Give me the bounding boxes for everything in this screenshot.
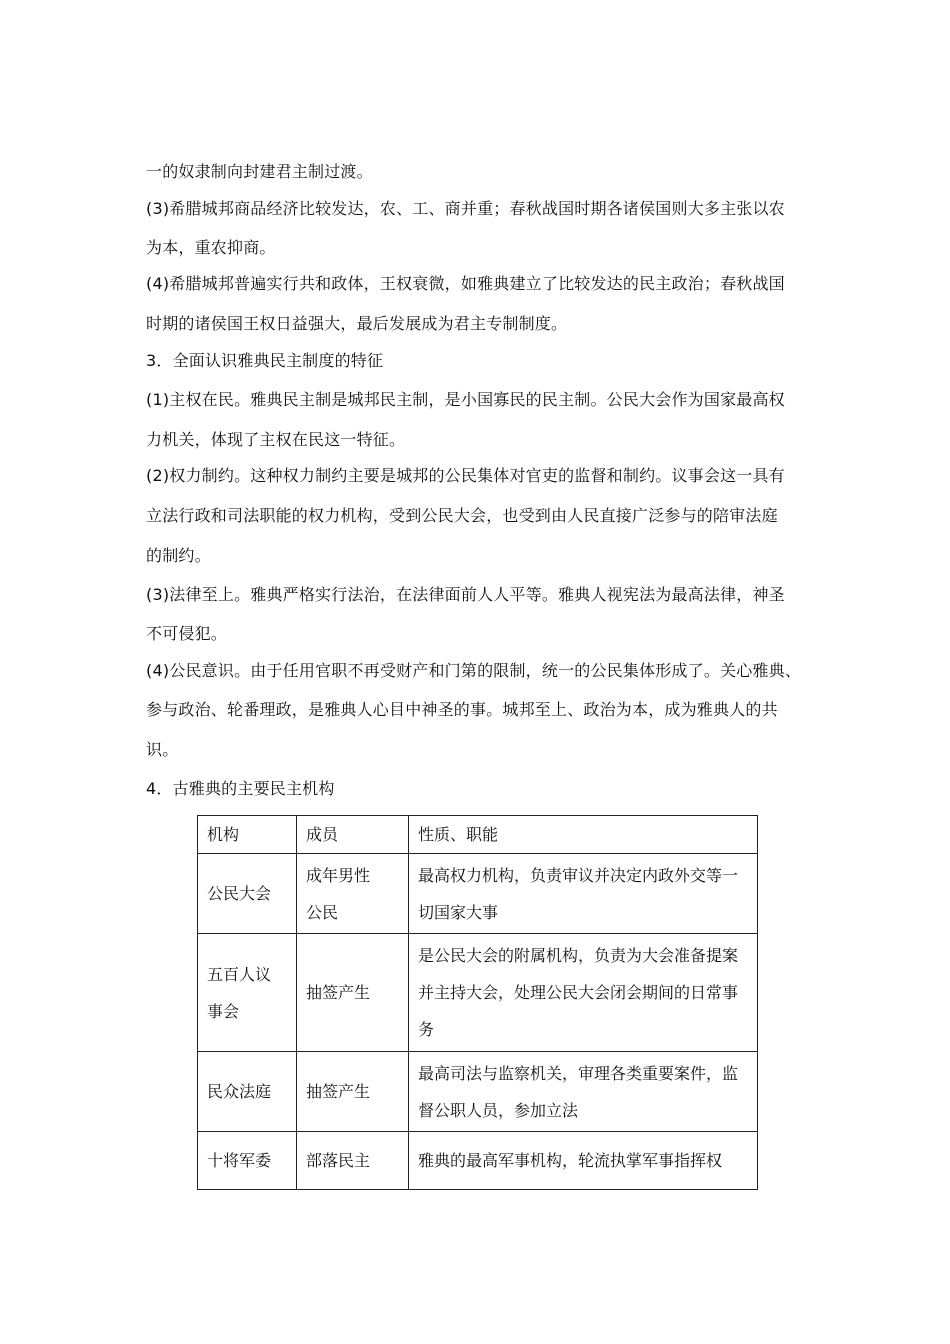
- text-line: 立法行政和司法职能的权力机构，受到公民大会，也受到由人民直接广泛参与的陪审法庭: [146, 506, 778, 525]
- cell-text: 是公民大会的附属机构，负责为大会准备提案并主持大会，处理公民大会闭会期间的日常事务: [418, 946, 739, 1039]
- table-header-cell: 性质、职能: [409, 816, 758, 854]
- table-cell: [297, 1132, 409, 1190]
- text-line: (1)主权在民。雅典民主制是城邦民主制，是小国寡民的民主制。公民大会作为国家最高权: [146, 390, 785, 409]
- table-cell: [297, 934, 409, 1052]
- cell-text: 最高司法与监察机关，审理各类重要案件，监督公职人员，参加立法: [418, 1063, 739, 1120]
- text-line: 一的奴隶制向封建君主制过渡。: [146, 162, 373, 181]
- text-line: 的制约。: [146, 546, 211, 565]
- cell-text: 部落民主: [306, 1151, 371, 1170]
- text-line: 时期的诸侯国王权日益强大，最后发展成为君主专制制度。: [146, 314, 568, 333]
- text-line: 力机关，体现了主权在民这一特征。: [146, 430, 406, 449]
- section-heading: 3．全面认识雅典民主制度的特征: [146, 351, 384, 370]
- table-row: [198, 1052, 758, 1132]
- cell-text: 公民大会: [207, 884, 272, 903]
- cell-text: 成年男性公民: [306, 865, 371, 922]
- text-line: (2)权力制约。这种权力制约主要是城邦的公民集体对官吏的监督和制约。议事会这一具有: [146, 466, 785, 485]
- table-row: [198, 854, 758, 934]
- table-cell: [297, 854, 409, 934]
- section-heading: 4．古雅典的主要民主机构: [146, 779, 335, 798]
- cell-text: 十将军委: [207, 1151, 272, 1170]
- table-cell: [198, 1132, 297, 1190]
- text-line: 识。: [146, 740, 179, 759]
- text-line: (3)希腊城邦商品经济比较发达，农、工、商并重；春秋战国时期各诸侯国则大多主张以农: [146, 199, 785, 218]
- table-cell: [409, 934, 758, 1052]
- text-line: (4)公民意识。由于任用官职不再受财产和门第的限制，统一的公民集体形成了。关心雅典、: [146, 661, 802, 680]
- table-cell: [297, 1052, 409, 1132]
- text-line: 为本，重农抑商。: [146, 238, 276, 257]
- cell-text: 雅典的最高军事机构，轮流执掌军事指挥权: [418, 1151, 723, 1170]
- cell-text: 抽签产生: [306, 983, 371, 1002]
- table-cell: [198, 934, 297, 1052]
- text-line: (3)法律至上。雅典严格实行法治，在法律面前人人平等。雅典人视宪法为最高法律，神圣: [146, 585, 785, 604]
- cell-text: 最高权力机构，负责审议并决定内政外交等一切国家大事: [418, 865, 739, 922]
- cell-text: 五百人议事会: [207, 964, 272, 1021]
- table-cell: [198, 854, 297, 934]
- text-line: 不可侵犯。: [146, 624, 228, 643]
- table-row: [198, 1132, 758, 1190]
- table-cell: [409, 854, 758, 934]
- table-cell: [198, 1052, 297, 1132]
- table-cell: [409, 1132, 758, 1190]
- table-cell: [409, 1052, 758, 1132]
- text-line: 参与政治、轮番理政，是雅典人心目中神圣的事。城邦至上、政治为本，成为雅典人的共: [146, 700, 778, 719]
- table-header-cell: 成员: [297, 816, 409, 854]
- democratic-institutions-table: [197, 815, 758, 1190]
- table-header-row: [198, 816, 758, 854]
- table-header-cell: 机构: [198, 816, 297, 854]
- table-row: [198, 934, 758, 1052]
- cell-text: 民众法庭: [207, 1082, 272, 1101]
- cell-text: 抽签产生: [306, 1082, 371, 1101]
- text-line: (4)希腊城邦普遍实行共和政体，王权衰微，如雅典建立了比较发达的民主政治；春秋战国: [146, 274, 785, 293]
